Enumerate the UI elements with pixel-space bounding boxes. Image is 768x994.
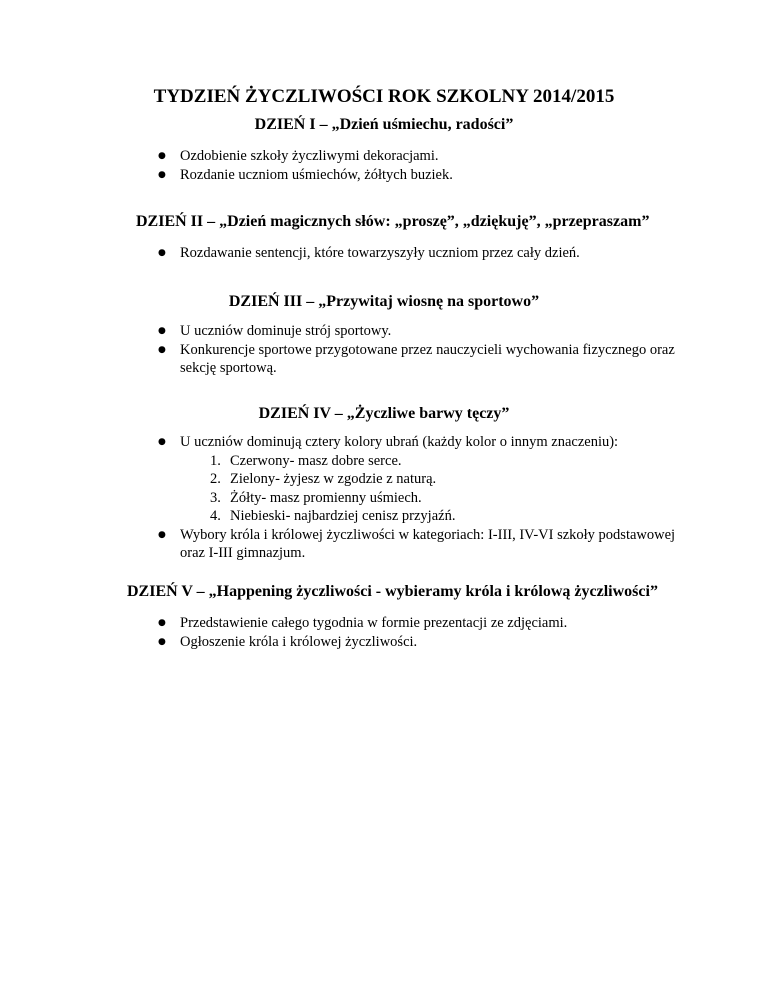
color-list [180, 452, 698, 526]
color-item [210, 452, 698, 471]
list-item: ● Wybory króla i królowej życzliwości w kategoriach: I-III, IV-VI szkoły podstawowej oraz I-III gimnazjum. [158, 526, 698, 563]
document-title: TYDZIEŃ ŻYCZLIWOŚCI ROK SZKOLNY 2014/2015 [153, 86, 615, 107]
day-2-list [158, 244, 698, 263]
color-item [210, 489, 698, 508]
color-item [210, 470, 698, 489]
list-item: ● Konkurencje sportowe przygotowane przez nauczycieli wychowania fizycznego oraz sekcję sportową. [158, 341, 698, 378]
day-3-heading: DZIEŃ III – „Przywitaj wiosnę na sportowo” [228, 293, 540, 310]
day-2-heading: DZIEŃ II – „Dzień magicznych słów: „proszę”, „dziękuję”, „przepraszam” [136, 213, 650, 230]
color-item-text: Zielony- żyjesz w zgodzie z naturą. [230, 471, 437, 487]
list-item: ● Ozdobienie szkoły życzliwymi dekoracjami. [158, 147, 698, 166]
list-item-text: U uczniów dominują cztery kolory ubrań (każdy kolor o innym znaczeniu): [180, 434, 619, 450]
color-item-number: 4. [210, 508, 221, 524]
list-item: ● Rozdawanie sentencji, które towarzyszyły uczniom przez cały dzień. [158, 244, 698, 263]
day-4-heading: DZIEŃ IV – „Życzliwe barwy tęczy” [258, 405, 510, 422]
list-item: ● Ogłoszenie króla i królowej życzliwości. [158, 633, 698, 652]
list-item: ● Rozdanie uczniom uśmiechów, żółtych buziek. [158, 166, 698, 185]
day-5-list [158, 614, 698, 651]
color-item-text: Żółty- masz promienny uśmiech. [230, 489, 422, 506]
color-item-number: 3. [210, 489, 221, 506]
color-item [210, 507, 698, 526]
day-5-heading: DZIEŃ V – „Happening życzliwości - wybieramy króla i królową życzliwości” [127, 583, 658, 600]
day-1-list [158, 147, 698, 184]
list-item: ● Przedstawienie całego tygodnia w formie prezentacji ze zdjęciami. [158, 614, 698, 633]
list-item [158, 433, 698, 526]
color-item-number: 1. [210, 452, 221, 469]
color-item-number: 2. [210, 471, 221, 487]
day-3-list [158, 322, 698, 378]
day-4-list [158, 433, 698, 563]
color-item-text: Czerwony- masz dobre serce. [230, 452, 402, 469]
list-item: ● U uczniów dominuje strój sportowy. [158, 322, 698, 341]
day-1-heading: DZIEŃ I – „Dzień uśmiechu, radości” [254, 116, 514, 133]
color-item-text: Niebieski- najbardziej cenisz przyjaźń. [230, 508, 456, 524]
